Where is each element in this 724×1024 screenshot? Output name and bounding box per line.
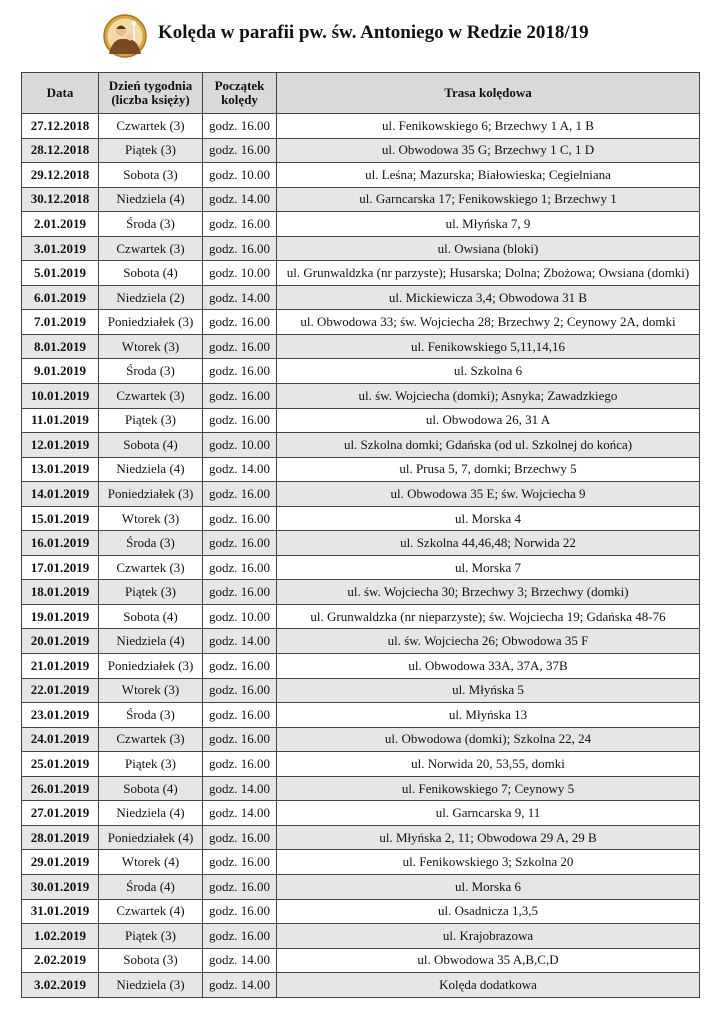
cell-date: 21.01.2019 [22,654,99,679]
table-row [22,752,700,777]
cell-route: ul. Obwodowa 26, 31 A [277,408,700,433]
cell-route: ul. Młyńska 13 [277,703,700,728]
cell-day: Środa (3) [99,359,203,384]
cell-route: ul. Krajobrazowa [277,924,700,949]
saint-anthony-medallion-icon [103,14,147,58]
cell-route: ul. Morska 7 [277,555,700,580]
table-row [22,580,700,605]
table-row [22,924,700,949]
cell-route: ul. Prusa 5, 7, domki; Brzechwy 5 [277,457,700,482]
cell-route: ul. Morska 6 [277,874,700,899]
table-header-row [22,73,700,114]
cell-date: 17.01.2019 [22,555,99,580]
cell-time: godz. 16.00 [203,850,277,875]
cell-date: 22.01.2019 [22,678,99,703]
cell-day: Sobota (4) [99,776,203,801]
cell-day: Czwartek (3) [99,384,203,409]
cell-time: godz. 16.00 [203,114,277,139]
cell-day: Sobota (4) [99,261,203,286]
header-day-line1: Dzień tygodnia [108,78,193,93]
cell-route: ul. Szkolna 44,46,48; Norwida 22 [277,531,700,556]
table-row [22,801,700,826]
table-row [22,874,700,899]
cell-day: Czwartek (3) [99,114,203,139]
cell-route: ul. św. Wojciecha 26; Obwodowa 35 F [277,629,700,654]
cell-date: 20.01.2019 [22,629,99,654]
table-row [22,359,700,384]
cell-route: ul. Norwida 20, 53,55, domki [277,752,700,777]
cell-time: godz. 14.00 [203,801,277,826]
cell-date: 18.01.2019 [22,580,99,605]
cell-day: Poniedziałek (3) [99,482,203,507]
cell-date: 27.01.2019 [22,801,99,826]
cell-time: godz. 16.00 [203,825,277,850]
cell-route: ul. Owsiana (bloki) [277,236,700,261]
cell-day: Wtorek (3) [99,678,203,703]
cell-time: godz. 16.00 [203,334,277,359]
table-row [22,727,700,752]
table-row [22,482,700,507]
table-row [22,973,700,998]
table-row [22,187,700,212]
cell-day: Środa (4) [99,874,203,899]
table-row [22,629,700,654]
cell-day: Poniedziałek (3) [99,654,203,679]
table-row [22,825,700,850]
cell-day: Niedziela (4) [99,187,203,212]
table-row [22,457,700,482]
cell-time: godz. 14.00 [203,776,277,801]
cell-time: godz. 16.00 [203,212,277,237]
cell-day: Piątek (3) [99,752,203,777]
cell-route: ul. Fenikowskiego 6; Brzechwy 1 A, 1 B [277,114,700,139]
cell-time: godz. 14.00 [203,457,277,482]
table-row [22,236,700,261]
cell-route: ul. Leśna; Mazurska; Białowieska; Cegielniana [277,163,700,188]
cell-route: ul. Młyńska 7, 9 [277,212,700,237]
header-day [99,73,203,114]
page-title: Kolęda w parafii pw. św. Antoniego w Redzie 2018/19 [158,22,589,43]
cell-day: Poniedziałek (4) [99,825,203,850]
cell-day: Sobota (4) [99,604,203,629]
cell-day: Piątek (3) [99,580,203,605]
cell-date: 29.12.2018 [22,163,99,188]
cell-route: ul. Fenikowskiego 5,11,14,16 [277,334,700,359]
table-row [22,334,700,359]
cell-time: godz. 14.00 [203,187,277,212]
table-row [22,654,700,679]
cell-date: 24.01.2019 [22,727,99,752]
cell-date: 13.01.2019 [22,457,99,482]
cell-time: godz. 16.00 [203,752,277,777]
cell-day: Sobota (3) [99,163,203,188]
cell-date: 3.01.2019 [22,236,99,261]
cell-route: ul. Obwodowa (domki); Szkolna 22, 24 [277,727,700,752]
schedule-table [21,72,700,998]
cell-route: ul. Obwodowa 35 A,B,C,D [277,948,700,973]
cell-time: godz. 16.00 [203,506,277,531]
header-start [203,73,277,114]
table-row [22,285,700,310]
cell-day: Piątek (3) [99,924,203,949]
table-row [22,776,700,801]
cell-time: godz. 16.00 [203,555,277,580]
cell-date: 11.01.2019 [22,408,99,433]
cell-time: godz. 16.00 [203,678,277,703]
cell-time: godz. 14.00 [203,948,277,973]
table-row [22,384,700,409]
cell-time: godz. 16.00 [203,236,277,261]
cell-route: ul. Obwodowa 33A, 37A, 37B [277,654,700,679]
table-row [22,604,700,629]
header-route: Trasa kolędowa [277,73,700,114]
cell-route: ul. Szkolna domki; Gdańska (od ul. Szkolnej do końca) [277,433,700,458]
cell-date: 8.01.2019 [22,334,99,359]
cell-date: 26.01.2019 [22,776,99,801]
cell-time: godz. 16.00 [203,874,277,899]
cell-date: 28.01.2019 [22,825,99,850]
cell-route: ul. Grunwaldzka (nr nieparzyste); św. Wojciecha 19; Gdańska 48-76 [277,604,700,629]
cell-route: Kolęda dodatkowa [277,973,700,998]
cell-date: 5.01.2019 [22,261,99,286]
cell-route: ul. Obwodowa 35 E; św. Wojciecha 9 [277,482,700,507]
cell-time: godz. 10.00 [203,261,277,286]
cell-day: Piątek (3) [99,408,203,433]
cell-route: ul. Morska 4 [277,506,700,531]
cell-time: godz. 16.00 [203,482,277,507]
cell-day: Środa (3) [99,531,203,556]
table-row [22,703,700,728]
table-row [22,899,700,924]
table-row [22,850,700,875]
cell-time: godz. 10.00 [203,433,277,458]
cell-route: ul. Grunwaldzka (nr parzyste); Husarska; Dolna; Zbożowa; Owsiana (domki) [277,261,700,286]
cell-time: godz. 14.00 [203,629,277,654]
table-row [22,433,700,458]
cell-time: godz. 16.00 [203,654,277,679]
cell-day: Czwartek (3) [99,236,203,261]
cell-route: ul. Garncarska 17; Fenikowskiego 1; Brzechwy 1 [277,187,700,212]
header-start-line2: kolędy [221,92,258,107]
cell-date: 6.01.2019 [22,285,99,310]
page-header [0,12,724,60]
cell-time: godz. 16.00 [203,310,277,335]
cell-route: ul. Fenikowskiego 7; Ceynowy 5 [277,776,700,801]
table-row [22,163,700,188]
cell-date: 3.02.2019 [22,973,99,998]
cell-day: Piątek (3) [99,138,203,163]
table-row [22,506,700,531]
header-day-line2: (liczba księży) [111,92,190,107]
table-row [22,531,700,556]
cell-day: Czwartek (4) [99,899,203,924]
cell-day: Środa (3) [99,212,203,237]
cell-date: 31.01.2019 [22,899,99,924]
cell-date: 7.01.2019 [22,310,99,335]
cell-day: Wtorek (3) [99,334,203,359]
table-row [22,261,700,286]
cell-day: Wtorek (4) [99,850,203,875]
cell-date: 2.01.2019 [22,212,99,237]
cell-day: Czwartek (3) [99,555,203,580]
cell-time: godz. 16.00 [203,138,277,163]
cell-day: Niedziela (4) [99,457,203,482]
cell-date: 1.02.2019 [22,924,99,949]
cell-date: 29.01.2019 [22,850,99,875]
cell-time: godz. 14.00 [203,973,277,998]
cell-day: Sobota (3) [99,948,203,973]
cell-date: 12.01.2019 [22,433,99,458]
cell-route: ul. Obwodowa 33; św. Wojciecha 28; Brzechwy 2; Ceynowy 2A, domki [277,310,700,335]
cell-date: 16.01.2019 [22,531,99,556]
cell-route: ul. Obwodowa 35 G; Brzechwy 1 C, 1 D [277,138,700,163]
cell-day: Niedziela (3) [99,973,203,998]
cell-time: godz. 16.00 [203,408,277,433]
cell-time: godz. 14.00 [203,285,277,310]
cell-time: godz. 10.00 [203,604,277,629]
cell-day: Niedziela (4) [99,801,203,826]
cell-time: godz. 16.00 [203,531,277,556]
cell-date: 23.01.2019 [22,703,99,728]
cell-date: 25.01.2019 [22,752,99,777]
cell-day: Środa (3) [99,703,203,728]
table-row [22,678,700,703]
cell-date: 10.01.2019 [22,384,99,409]
cell-route: ul. św. Wojciecha 30; Brzechwy 3; Brzechwy (domki) [277,580,700,605]
cell-time: godz. 16.00 [203,924,277,949]
cell-route: ul. Szkolna 6 [277,359,700,384]
cell-route: ul. Garncarska 9, 11 [277,801,700,826]
cell-time: godz. 16.00 [203,727,277,752]
header-date: Data [22,73,99,114]
cell-time: godz. 16.00 [203,580,277,605]
cell-date: 28.12.2018 [22,138,99,163]
cell-route: ul. Fenikowskiego 3; Szkolna 20 [277,850,700,875]
cell-time: godz. 10.00 [203,163,277,188]
table-row [22,212,700,237]
table-row [22,114,700,139]
cell-date: 30.12.2018 [22,187,99,212]
cell-date: 14.01.2019 [22,482,99,507]
cell-route: ul. św. Wojciecha (domki); Asnyka; Zawadzkiego [277,384,700,409]
cell-date: 9.01.2019 [22,359,99,384]
cell-time: godz. 16.00 [203,703,277,728]
cell-time: godz. 16.00 [203,899,277,924]
cell-route: ul. Osadnicza 1,3,5 [277,899,700,924]
cell-time: godz. 16.00 [203,384,277,409]
table-row [22,138,700,163]
cell-day: Niedziela (4) [99,629,203,654]
cell-day: Wtorek (3) [99,506,203,531]
cell-day: Niedziela (2) [99,285,203,310]
cell-date: 30.01.2019 [22,874,99,899]
table-row [22,555,700,580]
cell-day: Poniedziałek (3) [99,310,203,335]
cell-day: Czwartek (3) [99,727,203,752]
cell-date: 15.01.2019 [22,506,99,531]
table-row [22,948,700,973]
cell-day: Sobota (4) [99,433,203,458]
cell-route: ul. Młyńska 2, 11; Obwodowa 29 A, 29 B [277,825,700,850]
cell-date: 27.12.2018 [22,114,99,139]
cell-time: godz. 16.00 [203,359,277,384]
header-start-line1: Początek [214,78,265,93]
cell-route: ul. Mickiewicza 3,4; Obwodowa 31 B [277,285,700,310]
table-row [22,310,700,335]
cell-date: 19.01.2019 [22,604,99,629]
cell-route: ul. Młyńska 5 [277,678,700,703]
table-row [22,408,700,433]
cell-date: 2.02.2019 [22,948,99,973]
